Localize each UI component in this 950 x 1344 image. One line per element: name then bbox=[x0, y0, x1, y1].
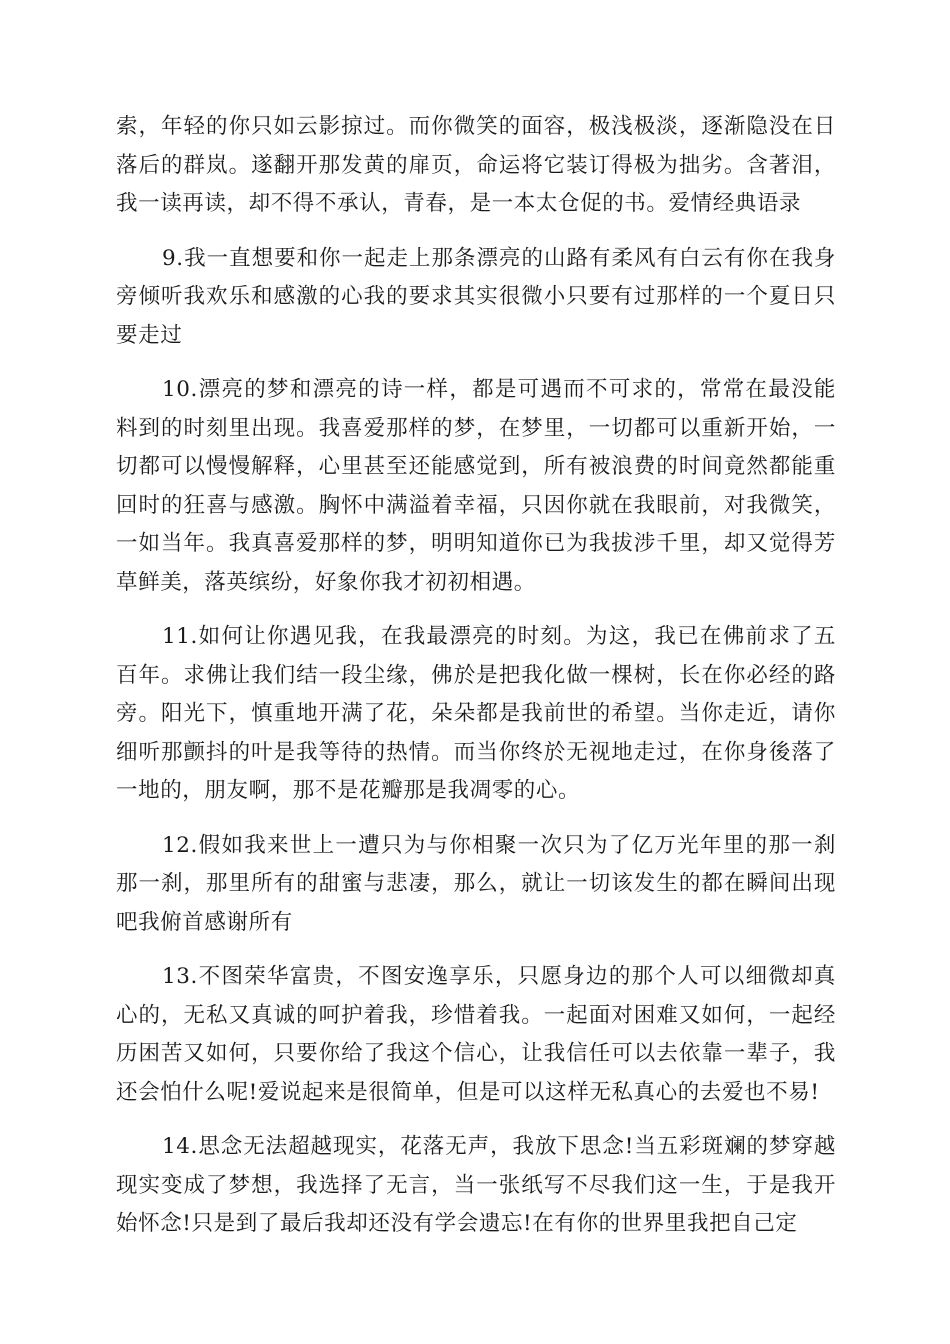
paragraph-item-10: 10.漂亮的梦和漂亮的诗一样，都是可遇而不可求的，常常在最没能料到的时刻里出现。我喜爱那样的梦，在梦里，一切都可以重新开始，一切都可以慢慢解释，心里甚至还能感觉到，所有被浪费的时间竟然都能重回时的狂喜与感激。胸怀中满溢着幸福，只因你就在我眼前，对我微笑，一如当年。我真喜爱那样的梦，明明知道你已为我拔涉千里，却又觉得芳草鲜美，落英缤纷，好象你我才初初相遇。 bbox=[116, 377, 836, 595]
paragraph-item-9: 9.我一直想要和你一起走上那条漂亮的山路有柔风有白云有你在我身旁倾听我欢乐和感激的心我的要求其实很微小只要有过那样的一个夏日只要走过 bbox=[116, 245, 836, 348]
paragraph-continuation: 索，年轻的你只如云影掠过。而你微笑的面容，极浅极淡，逐渐隐没在日落后的群岚。遂翻开那发黄的扉页，命运将它装订得极为拙劣。含著泪，我一读再读，却不得不承认，青春，是一本太仓促的书。爱情经典语录 bbox=[116, 114, 836, 216]
paragraph-item-14: 14.思念无法超越现实，花落无声，我放下思念!当五彩斑斓的梦穿越现实变成了梦想，我选择了无言，当一张纸写不尽我们这一生，于是我开始怀念!只是到了最后我却还没有学会遗忘!在有你的世界里我把自己定 bbox=[116, 1134, 836, 1236]
paragraph-item-13: 13.不图荣华富贵，不图安逸享乐，只愿身边的那个人可以细微却真心的，无私又真诚的呵护着我，珍惜着我。一起面对困难又如何，一起经历困苦又如何，只要你给了我这个信心，让我信任可以去依靠一辈子，我还会怕什么呢!爱说起来是很简单，但是可以这样无私真心的去爱也不易! bbox=[116, 964, 836, 1105]
document-page bbox=[116, 108, 836, 1260]
paragraph-item-11: 11.如何让你遇见我，在我最漂亮的时刻。为这，我已在佛前求了五百年。求佛让我们结一段尘缘，佛於是把我化做一棵树，长在你必经的路旁。阳光下，慎重地开满了花，朵朵都是我前世的希望。当你走近，请你细听那颤抖的叶是我等待的热情。而当你终於无视地走过，在你身後落了一地的，朋友啊，那不是花瓣那是我凋零的心。 bbox=[116, 624, 836, 803]
paragraph-item-12: 12.假如我来世上一遭只为与你相聚一次只为了亿万光年里的那一刹那一刹，那里所有的甜蜜与悲凄，那么，就让一切该发生的都在瞬间出现吧我俯首感谢所有 bbox=[116, 832, 836, 935]
